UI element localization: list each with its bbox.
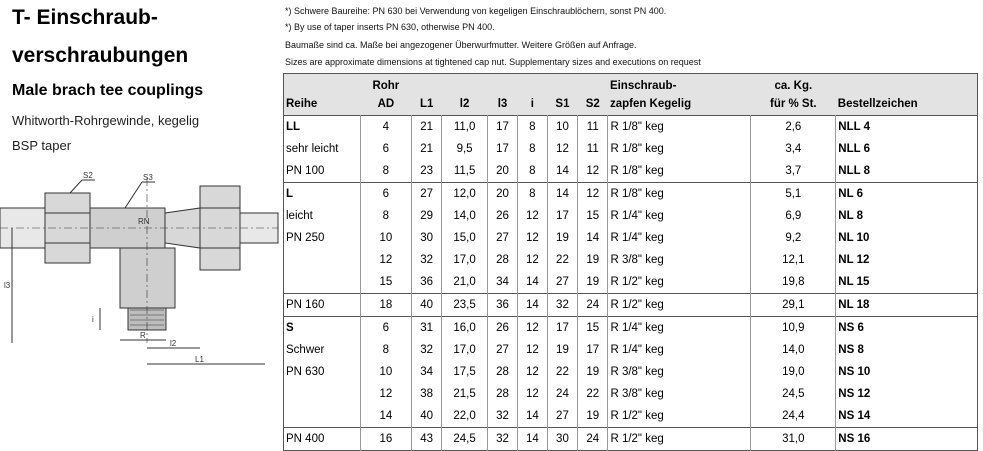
table-row [284, 271, 978, 294]
table-cell-l2: 15,0 [442, 227, 488, 249]
table-cell-s2: 19 [578, 405, 608, 428]
table-cell-kg-per-st: 19,0 [751, 361, 836, 383]
table-cell-zapfen-kegelig: R 1/4" keg [608, 317, 751, 340]
table-cell-l1: 43 [412, 428, 442, 451]
table-cell-l2: 9,5 [442, 138, 488, 160]
table-cell-ad: 4 [360, 116, 412, 139]
table-cell-s2: 15 [578, 205, 608, 227]
table-cell-l2: 12,0 [442, 183, 488, 206]
table-cell-ad: 12 [360, 249, 412, 271]
table-cell-ad: 6 [360, 183, 412, 206]
table-cell-kg-per-st: 10,9 [751, 317, 836, 340]
table-cell-ad: 10 [360, 227, 412, 249]
table-cell-zapfen-kegelig: R 3/8" keg [608, 249, 751, 271]
table-cell-s2: 17 [578, 339, 608, 361]
table-cell-bestellzeichen: NS 12 [836, 383, 978, 405]
header-l1: L1 [412, 92, 442, 116]
table-cell-reihe: sehr leicht [284, 138, 361, 160]
table-cell-i: 14 [517, 405, 547, 428]
table-row [284, 383, 978, 405]
table-cell-s1: 27 [547, 405, 577, 428]
table-cell-l2: 17,0 [442, 249, 488, 271]
table-cell-kg-per-st: 9,2 [751, 227, 836, 249]
table-cell-kg-per-st: 5,1 [751, 183, 836, 206]
table-cell-zapfen-kegelig: R 1/8" keg [608, 160, 751, 183]
table-cell-l2: 17,5 [442, 361, 488, 383]
table-cell-kg-per-st: 24,4 [751, 405, 836, 428]
s2-label: S2 [83, 171, 93, 180]
subtitle: Male brach tee couplings [12, 82, 204, 99]
table-cell-l3: 32 [488, 428, 518, 451]
header-s2: S2 [578, 92, 608, 116]
table-cell-l1: 38 [412, 383, 442, 405]
table-cell-l2: 21,5 [442, 383, 488, 405]
table-cell-ad: 16 [360, 428, 412, 451]
table-cell-i: 12 [517, 383, 547, 405]
rn-label: RN [138, 217, 150, 226]
table-cell-i: 8 [517, 183, 547, 206]
table-cell-i: 8 [517, 116, 547, 139]
table-cell-i: 12 [517, 317, 547, 340]
table-cell-s1: 14 [547, 183, 577, 206]
table-cell-s2: 14 [578, 227, 608, 249]
table-cell-kg-per-st: 31,0 [751, 428, 836, 451]
i-label: i [92, 315, 94, 324]
table-cell-bestellzeichen: NLL 6 [836, 138, 978, 160]
table-cell-i: 8 [517, 138, 547, 160]
table-cell-reihe [284, 383, 361, 405]
table-cell-zapfen-kegelig: R 1/2" keg [608, 428, 751, 451]
table-cell-l2: 17,0 [442, 339, 488, 361]
header-ad: AD [360, 92, 412, 116]
table-cell-reihe: PN 630 [284, 361, 361, 383]
table-cell-l1: 23 [412, 160, 442, 183]
table-row [284, 160, 978, 183]
table-cell-bestellzeichen: NL 15 [836, 271, 978, 294]
header-s1: S1 [547, 92, 577, 116]
table-cell-zapfen-kegelig: R 1/8" keg [608, 183, 751, 206]
table-cell-bestellzeichen: NLL 4 [836, 116, 978, 139]
table-cell-zapfen-kegelig: R 1/4" keg [608, 205, 751, 227]
table-cell-reihe: leicht [284, 205, 361, 227]
header-reihe: Reihe [284, 92, 361, 116]
table-cell-ad: 8 [360, 339, 412, 361]
table-cell-reihe: PN 250 [284, 227, 361, 249]
page-title-line1: T- Einschraub- [12, 6, 158, 29]
table-cell-l1: 36 [412, 271, 442, 294]
table-row [284, 339, 978, 361]
table-cell-i: 8 [517, 160, 547, 183]
thread-description-en: BSP taper [12, 138, 72, 153]
table-cell-reihe: LL [284, 116, 361, 139]
table-row [284, 183, 978, 206]
table-cell-l1: 27 [412, 183, 442, 206]
header-i: i [517, 92, 547, 116]
table-cell-bestellzeichen: NS 10 [836, 361, 978, 383]
table-cell-kg-per-st: 3,4 [751, 138, 836, 160]
table-cell-s1: 24 [547, 383, 577, 405]
table-cell-zapfen-kegelig: R 1/8" keg [608, 138, 751, 160]
table-cell-bestellzeichen: NS 16 [836, 428, 978, 451]
table-cell-bestellzeichen: NL 8 [836, 205, 978, 227]
dimension-table [283, 73, 978, 451]
table-cell-s2: 15 [578, 317, 608, 340]
table-cell-kg-per-st: 2,6 [751, 116, 836, 139]
table-row [284, 249, 978, 271]
table-cell-l3: 27 [488, 227, 518, 249]
table-cell-s2: 19 [578, 271, 608, 294]
table-cell-ad: 8 [360, 160, 412, 183]
table-cell-bestellzeichen: NS 8 [836, 339, 978, 361]
table-cell-ad: 6 [360, 138, 412, 160]
l1-label: L1 [195, 355, 204, 364]
technical-drawing [0, 168, 280, 448]
table-cell-l3: 26 [488, 317, 518, 340]
table-cell-reihe: PN 160 [284, 294, 361, 317]
l3-label: l3 [4, 281, 11, 290]
table-row [284, 294, 978, 317]
table-cell-l1: 40 [412, 294, 442, 317]
note-line-1: *) Schwere Baureihe: PN 630 bei Verwendung von kegeligen Einschraublöchern, sonst PN 400. [285, 6, 667, 16]
table-cell-zapfen-kegelig: R 3/8" keg [608, 361, 751, 383]
table-cell-i: 12 [517, 339, 547, 361]
table-cell-reihe [284, 405, 361, 428]
table-row [284, 428, 978, 451]
table-cell-reihe [284, 271, 361, 294]
table-cell-l2: 22,0 [442, 405, 488, 428]
table-cell-l1: 21 [412, 138, 442, 160]
table-cell-l1: 30 [412, 227, 442, 249]
table-cell-s2: 24 [578, 428, 608, 451]
table-cell-ad: 15 [360, 271, 412, 294]
table-cell-s2: 12 [578, 160, 608, 183]
table-cell-l3: 20 [488, 160, 518, 183]
table-cell-l2: 24,5 [442, 428, 488, 451]
header-kg: ca. Kg. [751, 74, 836, 93]
table-row [284, 116, 978, 139]
table-cell-l2: 14,0 [442, 205, 488, 227]
table-cell-reihe [284, 249, 361, 271]
header-bestellzeichen: Bestellzeichen [836, 92, 978, 116]
table-cell-s1: 17 [547, 317, 577, 340]
table-cell-s1: 10 [547, 116, 577, 139]
header-l3: l3 [488, 92, 518, 116]
table-cell-kg-per-st: 3,7 [751, 160, 836, 183]
table-row [284, 405, 978, 428]
table-cell-ad: 10 [360, 361, 412, 383]
table-cell-kg-per-st: 14,0 [751, 339, 836, 361]
table-cell-s1: 19 [547, 339, 577, 361]
table-cell-s2: 11 [578, 138, 608, 160]
table-cell-l3: 20 [488, 183, 518, 206]
table-cell-s1: 14 [547, 160, 577, 183]
thread-description-de: Whitworth-Rohrgewinde, kegelig [12, 113, 200, 128]
table-cell-zapfen-kegelig: R 1/4" keg [608, 227, 751, 249]
table-cell-s1: 27 [547, 271, 577, 294]
table-cell-l2: 11,5 [442, 160, 488, 183]
table-cell-kg-per-st: 19,8 [751, 271, 836, 294]
r-label: R [140, 331, 146, 340]
header-einschraub: Einschraub- [608, 74, 751, 93]
table-cell-l3: 17 [488, 116, 518, 139]
table-cell-l3: 32 [488, 405, 518, 428]
s3-label: S3 [143, 173, 153, 182]
table-cell-s2: 12 [578, 183, 608, 206]
note-line-2: *) By use of taper inserts PN 630, otherwise PN 400. [285, 22, 495, 32]
table-row [284, 317, 978, 340]
table-cell-s2: 11 [578, 116, 608, 139]
table-cell-bestellzeichen: NL 18 [836, 294, 978, 317]
table-cell-i: 12 [517, 227, 547, 249]
table-cell-zapfen-kegelig: R 1/2" keg [608, 271, 751, 294]
table-cell-s1: 30 [547, 428, 577, 451]
table-cell-l1: 21 [412, 116, 442, 139]
note-line-3: Baumaße sind ca. Maße bei angezogener Überwurfmutter. Weitere Größen auf Anfrage. [285, 40, 637, 50]
table-cell-l2: 16,0 [442, 317, 488, 340]
table-cell-ad: 18 [360, 294, 412, 317]
table-cell-kg-per-st: 12,1 [751, 249, 836, 271]
table-cell-reihe: Schwer [284, 339, 361, 361]
table-cell-zapfen-kegelig: R 1/4" keg [608, 339, 751, 361]
table-cell-i: 12 [517, 205, 547, 227]
table-cell-zapfen-kegelig: R 1/2" keg [608, 294, 751, 317]
table-cell-l3: 28 [488, 383, 518, 405]
table-row [284, 138, 978, 160]
header-l2: l2 [442, 92, 488, 116]
table-cell-bestellzeichen: NS 6 [836, 317, 978, 340]
table-cell-i: 14 [517, 428, 547, 451]
table-cell-s1: 22 [547, 249, 577, 271]
table-cell-reihe: PN 100 [284, 160, 361, 183]
header-zapfen-kegelig: zapfen Kegelig [608, 92, 751, 116]
table-cell-i: 12 [517, 361, 547, 383]
table-cell-l3: 28 [488, 249, 518, 271]
table-cell-reihe: S [284, 317, 361, 340]
table-cell-l2: 21,0 [442, 271, 488, 294]
table-cell-l2: 11,0 [442, 116, 488, 139]
table-cell-bestellzeichen: NS 14 [836, 405, 978, 428]
table-cell-l2: 23,5 [442, 294, 488, 317]
table-cell-s1: 12 [547, 138, 577, 160]
table-cell-ad: 6 [360, 317, 412, 340]
table-cell-kg-per-st: 24,5 [751, 383, 836, 405]
table-cell-l3: 26 [488, 205, 518, 227]
table-row [284, 227, 978, 249]
l2-label: l2 [170, 339, 177, 348]
table-row [284, 361, 978, 383]
table-cell-ad: 14 [360, 405, 412, 428]
table-cell-s2: 19 [578, 361, 608, 383]
table-cell-l1: 34 [412, 361, 442, 383]
table-cell-i: 14 [517, 271, 547, 294]
table-cell-s2: 22 [578, 383, 608, 405]
page-title-line2: verschraubungen [12, 44, 189, 67]
table-cell-s2: 19 [578, 249, 608, 271]
header-kg-per-st: für % St. [751, 92, 836, 116]
table-cell-l1: 31 [412, 317, 442, 340]
table-cell-s1: 22 [547, 361, 577, 383]
table-cell-l3: 17 [488, 138, 518, 160]
table-cell-l3: 36 [488, 294, 518, 317]
table-cell-i: 14 [517, 294, 547, 317]
table-cell-kg-per-st: 29,1 [751, 294, 836, 317]
table-cell-zapfen-kegelig: R 3/8" keg [608, 383, 751, 405]
table-cell-l3: 27 [488, 339, 518, 361]
table-cell-zapfen-kegelig: R 1/8" keg [608, 116, 751, 139]
table-cell-l1: 32 [412, 249, 442, 271]
table-cell-bestellzeichen: NL 10 [836, 227, 978, 249]
table-cell-s1: 17 [547, 205, 577, 227]
table-cell-s2: 24 [578, 294, 608, 317]
table-cell-l3: 34 [488, 271, 518, 294]
table-cell-s1: 32 [547, 294, 577, 317]
table-cell-l3: 28 [488, 361, 518, 383]
table-cell-l1: 40 [412, 405, 442, 428]
table-cell-reihe: L [284, 183, 361, 206]
table-cell-bestellzeichen: NLL 8 [836, 160, 978, 183]
table-cell-l1: 29 [412, 205, 442, 227]
table-cell-bestellzeichen: NL 12 [836, 249, 978, 271]
header-rohr: Rohr [360, 74, 412, 93]
table-cell-kg-per-st: 6,9 [751, 205, 836, 227]
table-cell-i: 12 [517, 249, 547, 271]
table-cell-ad: 8 [360, 205, 412, 227]
table-cell-zapfen-kegelig: R 1/2" keg [608, 405, 751, 428]
table-cell-reihe: PN 400 [284, 428, 361, 451]
note-line-4: Sizes are approximate dimensions at tightened cap nut. Supplementary sizes and executions on request [285, 57, 701, 67]
table-cell-bestellzeichen: NL 6 [836, 183, 978, 206]
table-cell-l1: 32 [412, 339, 442, 361]
table-cell-s1: 19 [547, 227, 577, 249]
table-cell-ad: 12 [360, 383, 412, 405]
table-row [284, 205, 978, 227]
